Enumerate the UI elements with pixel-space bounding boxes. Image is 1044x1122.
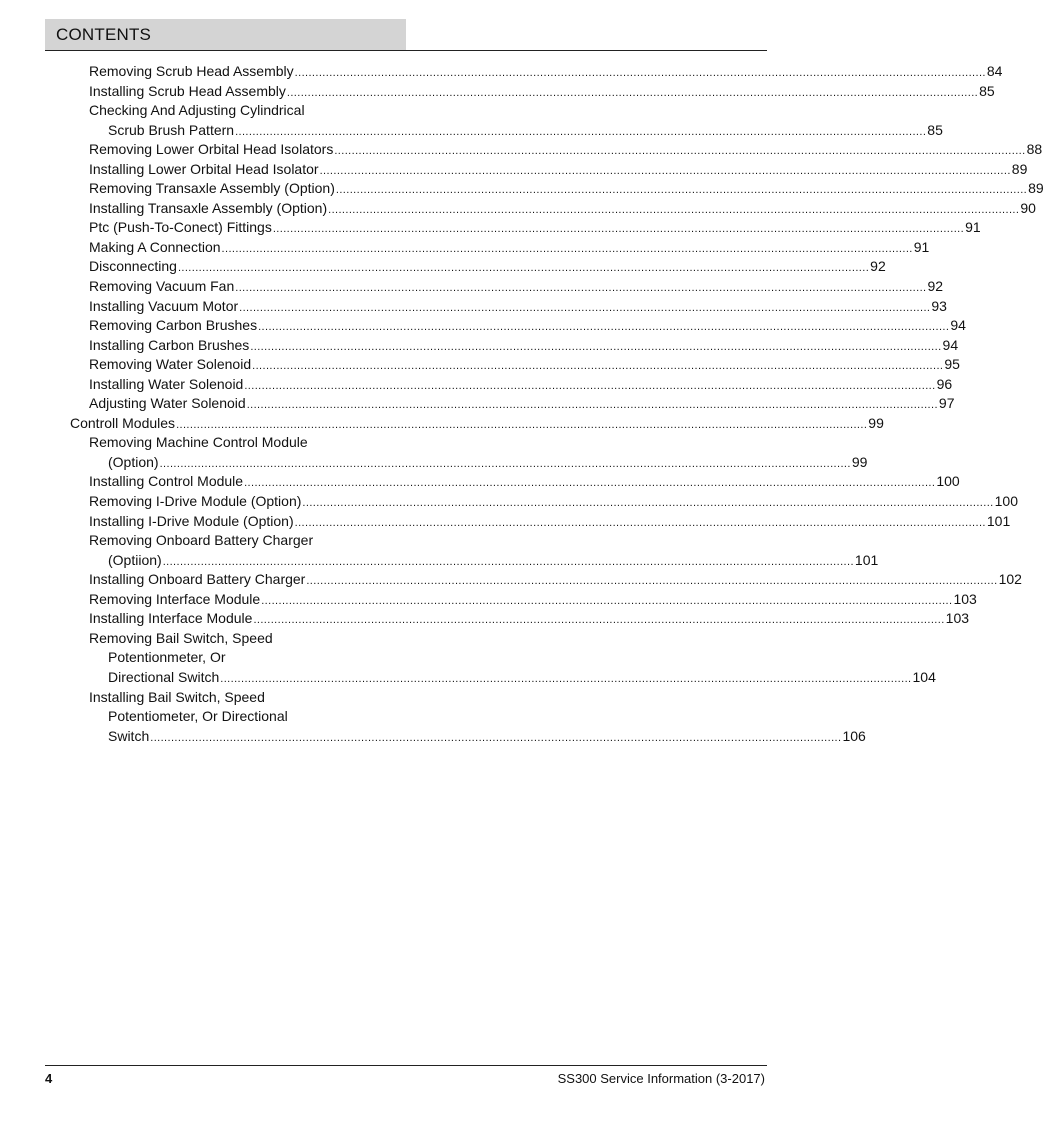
toc-entry-line <box>89 101 364 121</box>
toc-entry-title: Installing Vacuum Motor <box>89 297 239 314</box>
toc-entry-line <box>89 512 1011 534</box>
toc-entry-page: 95 <box>944 356 960 373</box>
toc-entry-line <box>89 433 364 453</box>
toc-leader-dots: ........................................................................................................................................................................................................ <box>286 86 979 99</box>
toc-entry-line <box>108 648 364 668</box>
toc-entry[interactable] <box>0 492 1018 512</box>
toc-entry-line <box>108 707 364 727</box>
toc-entry-line <box>89 218 981 240</box>
toc-entry-line <box>108 121 943 143</box>
toc-entry[interactable] <box>0 609 970 629</box>
toc-leader-dots: ........................................................................................................................................................................................................ <box>252 360 944 373</box>
toc-entry-title: Removing Carbon Brushes <box>89 317 258 334</box>
toc-entry-title: (Optiion) <box>108 551 162 568</box>
toc-leader-dots: ........................................................................................................................................................................................................ <box>159 457 851 470</box>
toc-leader-dots: ........................................................................................................................................................................................................ <box>150 731 842 744</box>
toc-entry-title: Removing Machine Control Module <box>89 434 308 451</box>
toc-leader-dots: ........................................................................................................................................................................................................ <box>246 399 938 412</box>
toc-entry-line <box>89 590 977 612</box>
toc-entry-page: 85 <box>979 82 995 99</box>
toc-leader-dots: ........................................................................................................................................................................................................ <box>319 164 1011 177</box>
toc-entry-title: Switch <box>108 727 150 744</box>
toc-leader-dots: ........................................................................................................................................................................................................ <box>261 594 953 607</box>
toc-entry-line <box>89 394 955 416</box>
toc-leader-dots: ........................................................................................................................................................................................................ <box>258 321 950 334</box>
toc-entry-page: 101 <box>986 512 1011 529</box>
toc-leader-dots: ........................................................................................................................................................................................................ <box>235 282 927 295</box>
toc-entry-line <box>89 375 953 397</box>
toc-entry-title: Checking And Adjusting Cylindrical <box>89 102 305 119</box>
table-of-contents <box>0 62 1044 746</box>
toc-entry[interactable] <box>0 472 960 492</box>
toc-entry[interactable] <box>0 433 866 453</box>
toc-entry-line <box>89 277 944 299</box>
toc-entry-page: 94 <box>950 317 966 334</box>
toc-entry-line <box>89 160 1028 182</box>
toc-entry[interactable] <box>0 82 995 102</box>
toc-entry-title: Removing Water Solenoid <box>89 356 252 373</box>
toc-entry[interactable] <box>0 277 944 297</box>
toc-entry[interactable] <box>0 375 953 395</box>
toc-entry[interactable] <box>0 727 866 747</box>
toc-entry-page: 91 <box>965 219 981 236</box>
toc-entry-line <box>89 316 966 338</box>
toc-leader-dots: ........................................................................................................................................................................................................ <box>250 340 942 353</box>
toc-leader-dots: ........................................................................................................................................................................................................ <box>221 242 913 255</box>
toc-entry-line <box>89 199 1036 221</box>
toc-entry-line <box>89 472 960 494</box>
footer-document-title: SS300 Service Information (3-2017) <box>557 1071 765 1086</box>
toc-entry-title: Adjusting Water Solenoid <box>89 395 246 412</box>
toc-leader-dots: ........................................................................................................................................................................................................ <box>272 223 965 236</box>
toc-entry[interactable] <box>0 453 866 473</box>
toc-entry-page: 104 <box>912 668 936 685</box>
toc-entry-title: Removing Scrub Head Assembly <box>89 63 294 79</box>
toc-entry[interactable] <box>0 62 1003 82</box>
toc-entry-page: 84 <box>986 63 1003 79</box>
toc-entry-line <box>89 688 364 708</box>
toc-entry-page: 101 <box>854 551 879 568</box>
toc-leader-dots: ........................................................................................................................................................................................................ <box>244 379 936 392</box>
toc-entry[interactable] <box>0 590 977 610</box>
toc-entry[interactable] <box>0 316 966 336</box>
toc-entry-page: 100 <box>994 493 1018 510</box>
toc-leader-dots: ........................................................................................................................................................................................................ <box>294 67 986 79</box>
toc-entry-page: 103 <box>953 590 977 607</box>
toc-entry-title: Directional Switch <box>108 668 220 685</box>
toc-entry-page: 92 <box>927 278 944 295</box>
toc-entry-title: Making A Connection <box>89 238 221 255</box>
toc-entry-page: 97 <box>938 395 955 412</box>
toc-entry[interactable] <box>0 648 866 668</box>
toc-entry-title: Installing Interface Module <box>89 610 253 627</box>
toc-entry-line <box>89 297 947 319</box>
toc-entry-page: 96 <box>936 375 953 392</box>
toc-leader-dots: ........................................................................................................................................................................................................ <box>302 497 994 510</box>
toc-entry-page: 90 <box>1020 199 1036 216</box>
toc-entry[interactable] <box>0 336 959 356</box>
toc-entry-title: Removing Bail Switch, Speed <box>89 629 273 646</box>
toc-leader-dots: ........................................................................................................................................................................................................ <box>306 575 998 588</box>
toc-entry-title: Installing Water Solenoid <box>89 375 244 392</box>
toc-entry-title: Removing Onboard Battery Charger <box>89 532 314 549</box>
toc-entry[interactable] <box>0 218 981 238</box>
toc-entry-line <box>108 727 866 749</box>
toc-entry[interactable] <box>0 179 1044 199</box>
toc-entry[interactable] <box>0 707 866 727</box>
toc-leader-dots: ........................................................................................................................................................................................................ <box>239 301 931 314</box>
toc-entry-page: 94 <box>942 336 959 353</box>
toc-entry-page: 100 <box>936 473 960 490</box>
toc-entry-page: 85 <box>927 121 943 138</box>
toc-entry[interactable] <box>0 121 943 141</box>
toc-entry[interactable] <box>0 355 960 375</box>
toc-entry-title: Potentionmeter, Or <box>108 649 226 666</box>
toc-entry-line <box>89 609 970 631</box>
toc-entry[interactable] <box>0 512 1011 532</box>
toc-entry-page: 103 <box>945 610 970 627</box>
toc-entry[interactable] <box>0 414 884 434</box>
footer-page-number: 4 <box>45 1071 53 1086</box>
toc-entry-title: Removing Interface Module <box>89 590 261 607</box>
toc-entry-line <box>89 492 1018 514</box>
toc-entry-page: 99 <box>868 414 884 431</box>
toc-entry[interactable] <box>0 199 1036 219</box>
page-title: CONTENTS <box>56 25 152 44</box>
toc-entry[interactable] <box>0 238 930 258</box>
toc-entry[interactable] <box>0 688 866 708</box>
toc-entry-title: Scrub Brush Pattern <box>108 121 235 138</box>
toc-entry-page: 88 <box>1026 141 1043 158</box>
toc-entry[interactable] <box>0 257 886 277</box>
toc-entry-page: 89 <box>1011 160 1028 177</box>
toc-leader-dots: ........................................................................................................................................................................................................ <box>253 614 945 627</box>
footer-divider <box>45 1065 767 1066</box>
toc-entry-line <box>89 355 960 377</box>
toc-entry[interactable] <box>0 629 866 649</box>
toc-entry-line <box>89 629 364 649</box>
toc-entry-title: Removing Vacuum Fan <box>89 278 235 295</box>
toc-entry-title: Installing Lower Orbital Head Isolator <box>89 160 319 177</box>
toc-leader-dots: ........................................................................................................................................................................................................ <box>176 418 868 431</box>
toc-leader-dots: ........................................................................................................................................................................................................ <box>162 555 854 568</box>
toc-entry-line <box>89 140 1043 162</box>
toc-entry[interactable] <box>0 140 1043 160</box>
toc-entry-title: (Option) <box>108 453 159 470</box>
toc-entry-line <box>89 531 364 551</box>
toc-entry-title: Disconnecting <box>89 258 177 275</box>
contents-header <box>45 19 406 50</box>
toc-entry-title: Controll Modules <box>70 414 176 431</box>
toc-entry-line <box>89 179 1044 201</box>
toc-entry-page: 106 <box>842 727 866 744</box>
toc-leader-dots: ........................................................................................................................................................................................................ <box>328 203 1020 216</box>
toc-entry-line <box>108 453 868 475</box>
toc-entry-title: Removing I-Drive Module (Option) <box>89 493 302 510</box>
toc-entry-title: Installing Carbon Brushes <box>89 336 250 353</box>
toc-entry-title: Potentiometer, Or Directional <box>108 708 288 725</box>
toc-leader-dots: ........................................................................................................................................................................................................ <box>177 262 870 275</box>
toc-entry-page: 91 <box>913 238 930 255</box>
toc-entry-line <box>70 414 884 436</box>
toc-entry-title: Ptc (Push-To-Conect) Fittings <box>89 219 272 236</box>
toc-entry-page: 99 <box>851 453 868 470</box>
toc-leader-dots: ........................................................................................................................................................................................................ <box>220 672 912 685</box>
toc-leader-dots: ........................................................................................................................................................................................................ <box>244 477 936 490</box>
toc-entry[interactable] <box>0 531 866 551</box>
toc-entry-title: Removing Lower Orbital Head Isolators <box>89 141 334 158</box>
toc-entry-line <box>108 551 879 573</box>
toc-leader-dots: ........................................................................................................................................................................................................ <box>235 125 927 138</box>
toc-entry[interactable] <box>0 101 866 121</box>
toc-entry[interactable] <box>0 297 947 317</box>
toc-entry[interactable] <box>0 668 936 688</box>
toc-entry-title: Installing I-Drive Module (Option) <box>89 512 294 529</box>
toc-leader-dots: ........................................................................................................................................................................................................ <box>334 145 1026 158</box>
toc-entry[interactable] <box>0 551 879 571</box>
toc-entry[interactable] <box>0 570 1022 590</box>
toc-entry-title: Installing Onboard Battery Charger <box>89 571 306 588</box>
toc-leader-dots: ........................................................................................................................................................................................................ <box>335 184 1028 197</box>
toc-entry-line <box>89 238 930 260</box>
toc-entry-line <box>89 82 995 104</box>
toc-entry-line <box>89 336 959 358</box>
toc-entry-page: 102 <box>998 571 1022 588</box>
toc-entry[interactable] <box>0 160 1028 180</box>
toc-entry-line <box>89 570 1022 592</box>
toc-entry-line <box>89 62 1003 84</box>
toc-entry-page: 93 <box>931 297 947 314</box>
header-divider <box>45 50 767 51</box>
toc-entry-line <box>89 257 886 279</box>
toc-entry[interactable] <box>0 394 955 414</box>
toc-entry-title: Installing Bail Switch, Speed <box>89 688 265 705</box>
toc-leader-dots: ........................................................................................................................................................................................................ <box>294 516 986 529</box>
toc-entry-title: Removing Transaxle Assembly (Option) <box>89 180 335 197</box>
toc-entry-line <box>108 668 936 690</box>
toc-entry-title: Installing Transaxle Assembly (Option) <box>89 199 328 216</box>
toc-entry-title: Installing Control Module <box>89 473 244 490</box>
toc-entry-page: 92 <box>870 258 886 275</box>
toc-entry-page: 89 <box>1028 180 1044 197</box>
toc-entry-title: Installing Scrub Head Assembly <box>89 82 286 99</box>
